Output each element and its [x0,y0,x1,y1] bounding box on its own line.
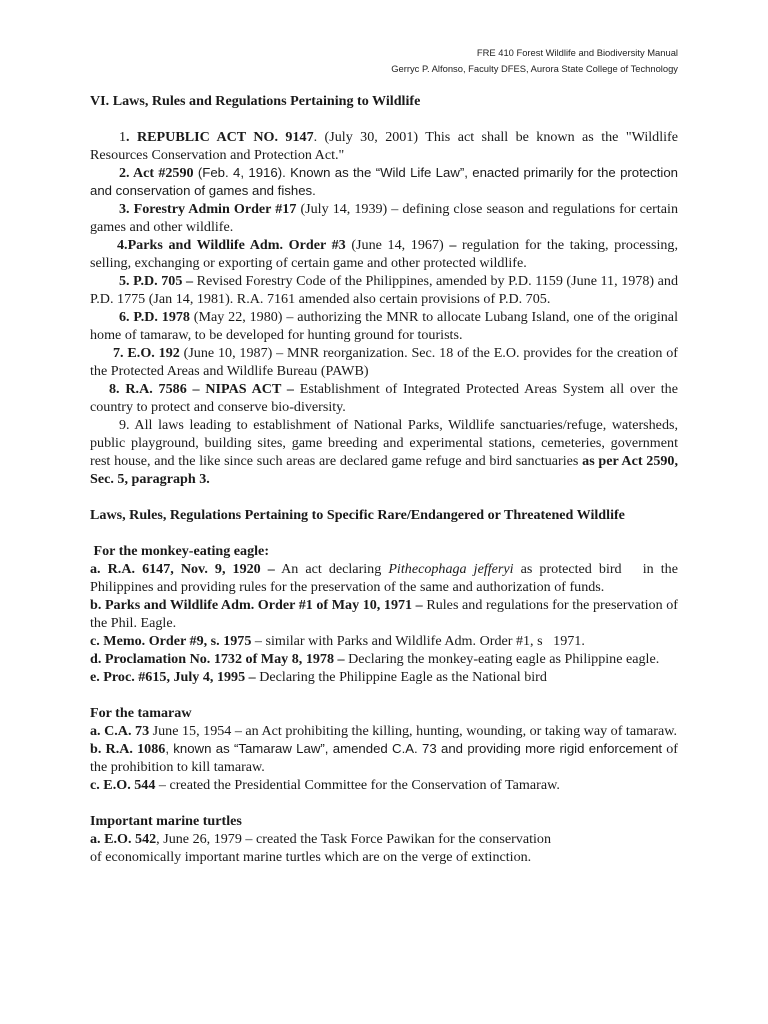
tamaraw-laws-group [90,704,678,794]
header-author: Gerryc P. Alfonso, Faculty DFES, Aurora State College of Technology [391,63,678,74]
specific-wildlife-heading: Laws, Rules, Regulations Pertaining to Specific Rare/Endangered or Threatened Wildlife [90,507,625,523]
law-item-5 [90,272,678,308]
eagle-d-title: d. Proclamation No. 1732 of May 8, 1978 – [90,651,345,667]
tamaraw-item-b [90,740,678,776]
page-header [391,45,678,77]
law-1-title: . REPUBLIC ACT NO. 9147 [126,129,314,145]
eagle-item-d [90,650,678,668]
turtles-a-title: a. E.O. 542 [90,831,157,847]
turtles-item-a [90,830,678,866]
eagle-a-title: a. R.A. 6147, Nov. 9, 1920 – [90,561,275,577]
law-item-2 [90,164,678,200]
law-9-text: 9. All laws leading to establishment of National Parks, Wildlife sanctuaries/refuge, watersheds, public playground, building sites, game breeding and experimental stations, cemeteries, government rest house, and the like since such areas are declared game refuge and bird sanctuaries [90,417,678,469]
eagle-a-text2: as protected bird in the Philippines and providing rules for the preservation of the same and authorization of funds. [90,561,678,595]
law-8-text: Establishment of Integrated Protected Areas System all over the country to protect and conserve bio-diversity. [90,381,678,415]
law-4-title: 4.Parks and Wildlife Adm. Order #3 [117,237,346,253]
tamaraw-b-text: of the prohibition to kill tamaraw. [90,741,678,775]
law-2-title: 2. Act #2590 [119,165,194,181]
law-1-number: 1 [119,129,127,145]
wildlife-laws-list [90,128,678,488]
eagle-d-text: Declaring the monkey-eating eagle as Philippine eagle. [344,651,660,667]
eagle-item-a [90,560,678,596]
tamaraw-item-c [90,776,678,794]
eagle-c-text: – similar with Parks and Wildlife Adm. Order #1, s 1971. [251,633,585,649]
law-7-title: 7. E.O. 192 [113,345,180,361]
tamaraw-c-text: – created the Presidential Committee for the Conservation of Tamaraw. [155,777,560,793]
law-3-text: (July 14, 1939) – defining close season and regulations for certain games and other wildlife. [90,201,678,235]
eagle-item-e [90,668,678,686]
tamaraw-a-title: a. C.A. 73 [90,723,150,739]
tamaraw-item-a [90,722,678,740]
eagle-item-b [90,596,678,632]
law-4-dash: – [449,237,457,253]
law-2-text: (Feb. 4, 1916). Known as the “Wild Life Law”, enacted primarily for the protection and conservation of games and fishes. [90,165,678,198]
law-item-4 [90,236,678,272]
law-5-text: Revised Forestry Code of the Philippines, amended by P.D. 1159 (June 11, 1978) and P.D. 1775 (Jan 14, 1981). R.A. 7161 amended also certain provisions of P.D. 705. [90,273,678,307]
eagle-heading: For the monkey-eating eagle: [90,543,270,559]
section-title: VI. Laws, Rules and Regulations Pertaining to Wildlife [90,93,421,109]
tamaraw-b-title: b. R.A. 1086 [90,741,166,757]
eagle-e-title: e. Proc. #615, July 4, 1995 – [90,669,256,685]
law-3-title: 3. Forestry Admin Order #17 [119,201,297,217]
law-item-9 [90,416,678,488]
law-8-title: 8. R.A. 7586 – NIPAS ACT – [109,381,294,397]
law-7-text: (June 10, 1987) – MNR reorganization. Sec. 18 of the E.O. provides for the creation of the Protected Areas and Wildlife Bureau (PAWB) [90,345,679,379]
turtles-a-text-line1: , June 26, 1979 – created the Task Force Pawikan for the conservation [156,831,552,847]
law-6-text: (May 22, 1980) – authorizing the MNR to allocate Lubang Island, one of the original home of tamaraw, to be developed for hunting ground for tourists. [90,309,678,343]
eagle-e-text: Declaring the Philippine Eagle as the National bird [255,669,547,685]
turtles-heading: Important marine turtles [90,813,242,829]
eagle-laws-group [90,542,678,686]
tamaraw-c-title: c. E.O. 544 [90,777,156,793]
law-6-title: 6. P.D. 1978 [119,309,190,325]
law-9-reference: as per Act 2590, Sec. 5, paragraph 3. [90,453,678,487]
law-item-6 [90,308,678,344]
turtles-a-text-line2: of economically important marine turtles which are on the verge of extinction. [90,849,532,865]
law-4-text: regulation for the taking, processing, selling, exchanging or exporting of certain game and other protected wildlife. [90,237,678,271]
eagle-item-c [90,632,678,650]
tamaraw-b-text-sans: , known as “Tamaraw Law”, amended C.A. 73 and providing more rigid enforcement [165,741,663,756]
header-course-title: FRE 410 Forest Wildlife and Biodiversity Manual [476,47,678,58]
document-body [90,92,678,866]
eagle-b-text: Rules and regulations for the preservation of the Phil. Eagle. [90,597,678,631]
law-item-8 [90,380,678,416]
law-4-date: (June 14, 1967) [345,237,450,253]
law-item-7 [90,344,678,380]
tamaraw-a-text: June 15, 1954 – an Act prohibiting the killing, hunting, wounding, or taking way of tamaraw. [149,723,678,739]
tamaraw-heading: For the tamaraw [90,705,192,721]
eagle-a-text1: An act declaring [274,561,389,577]
law-item-3 [90,200,678,236]
turtle-laws-group [90,812,678,866]
law-item-1 [90,128,678,164]
eagle-b-title: b. Parks and Wildlife Adm. Order #1 of May 10, 1971 – [90,597,423,613]
law-5-title: 5. P.D. 705 – [119,273,194,289]
law-1-text: . (July 30, 2001) This act shall be known as the "Wildlife Resources Conservation and Protection Act." [90,129,678,163]
eagle-a-species: Pithecophaga jefferyi [388,561,514,577]
eagle-c-title: c. Memo. Order #9, s. 1975 [90,633,252,649]
